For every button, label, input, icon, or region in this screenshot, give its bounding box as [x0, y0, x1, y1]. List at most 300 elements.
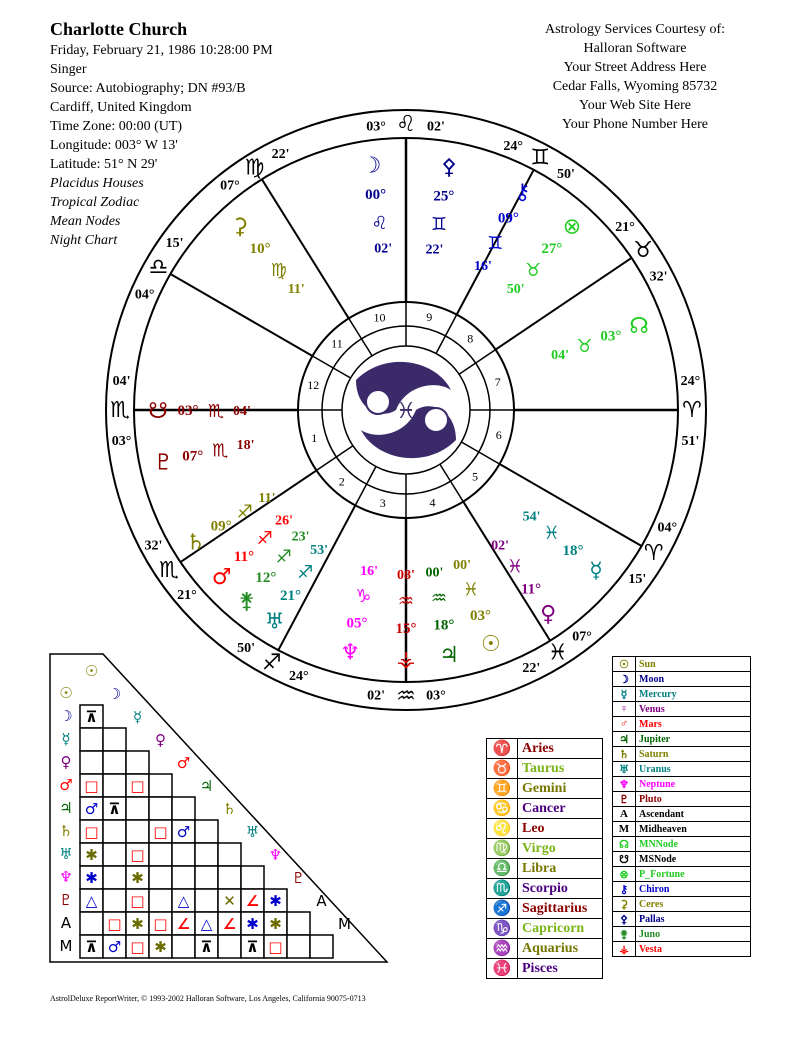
planet-degree: 11° — [233, 548, 255, 565]
legend-label: Moon — [636, 672, 751, 687]
planet-sign-icon: ♐ — [275, 546, 292, 568]
planet-sign-icon: ♏ — [212, 440, 229, 462]
cusp-degree: 21° — [615, 220, 635, 236]
house-number: 12 — [307, 378, 320, 393]
grid-cell — [149, 797, 172, 820]
legend-label: Gemini — [518, 779, 603, 799]
planet-legend-row — [613, 807, 751, 822]
grid-cell — [172, 935, 195, 958]
legend-icon: ♈ — [487, 739, 518, 759]
inner-cusp-line — [440, 464, 463, 501]
legend-label: Saturn — [636, 747, 751, 762]
planet-legend — [612, 656, 751, 957]
planet-legend-row — [613, 777, 751, 792]
planet-sign-icon: ♉ — [576, 336, 593, 358]
aspect-grid — [48, 652, 418, 982]
aspect-icon: ∠ — [176, 915, 191, 933]
legend-label: Ceres — [636, 897, 751, 912]
inner-cusp-line — [355, 467, 376, 506]
legend-label: Aquarius — [518, 939, 603, 959]
legend-icon: ☽ — [613, 672, 636, 687]
cusp-minute: 02' — [426, 119, 445, 135]
sign-legend-row — [487, 919, 603, 939]
planet-sign-icon: ♉ — [525, 259, 542, 281]
aspect-icon: □ — [130, 846, 145, 864]
planet-degree: 27° — [541, 240, 563, 257]
grid-row-planet-icon: ☿ — [61, 730, 71, 748]
legend-label: Sagittarius — [518, 899, 603, 919]
grid-cell — [195, 843, 218, 866]
aspect-icon: □ — [130, 892, 145, 910]
house-number: 4 — [429, 495, 436, 510]
legend-label: MNNode — [636, 837, 751, 852]
cusp-degree: 04° — [134, 287, 155, 303]
cusp-sign-icon: ♈ — [682, 398, 702, 423]
legend-icon: A — [613, 807, 636, 822]
aspect-icon: ✱ — [131, 869, 144, 887]
sign-legend-row — [487, 739, 603, 759]
aspect-icon: ⊼ — [85, 938, 98, 956]
inner-cusp-line — [436, 315, 457, 354]
legend-label: Leo — [518, 819, 603, 839]
grid-cell — [195, 866, 218, 889]
legend-icon: ♀ — [613, 702, 636, 717]
legend-icon: ♄ — [613, 747, 636, 762]
planet-icon: ⊗ — [562, 214, 582, 240]
planet-icon: ⚳ — [231, 214, 249, 240]
sign-legend-row — [487, 879, 603, 899]
planet-icon: ♄ — [185, 530, 206, 556]
grid-cell — [218, 935, 241, 958]
planet-icon: ☋ — [148, 399, 168, 424]
legend-label: Mercury — [636, 687, 751, 702]
grid-row-planet-icon: A — [60, 914, 72, 932]
grid-cell — [149, 866, 172, 889]
cusp-degree: 24° — [680, 374, 701, 390]
aspect-icon: □ — [107, 915, 122, 933]
cusp-degree: 03° — [426, 688, 446, 704]
planet-degree: 25° — [433, 188, 455, 205]
legend-label: Pisces — [518, 959, 603, 979]
sign-legend-row — [487, 959, 603, 979]
planet-sign-icon: ♑ — [355, 586, 372, 608]
legend-icon: ⚴ — [613, 912, 636, 927]
service-line: Cedar Falls, Wyoming 85732 — [552, 79, 718, 94]
cusp-sign-icon: ♒ — [396, 684, 416, 709]
cusp-minute: 32' — [649, 269, 668, 285]
grid-cell — [287, 935, 310, 958]
cusp-sign-icon: ♓ — [547, 640, 568, 666]
cusp-minute: 50' — [556, 166, 575, 182]
grid-cell — [103, 751, 126, 774]
cusp-minute: 50' — [237, 641, 256, 657]
legend-icon: ♒ — [487, 939, 518, 959]
planet-sign-icon: ♒ — [430, 588, 448, 610]
planet-placement — [362, 153, 393, 256]
grid-cell — [80, 912, 103, 935]
legend-label: Pallas — [636, 912, 751, 927]
planet-sign-icon: ♌ — [371, 212, 388, 234]
cusp-degree: 24° — [503, 138, 523, 154]
legend-label: Mars — [636, 717, 751, 732]
planet-sign-icon: ♊ — [430, 213, 448, 235]
planet-sign-icon: ♐ — [297, 562, 314, 584]
planet-minute: 23' — [291, 529, 310, 545]
cusp-degree: 03° — [111, 433, 132, 449]
cusp-degree: 04° — [657, 520, 678, 536]
planet-sign-icon: ♊ — [487, 233, 504, 255]
house-number: 2 — [338, 474, 345, 489]
aspect-icon: ✱ — [269, 892, 282, 910]
sign-legend-row — [487, 799, 603, 819]
cusp-minute: 15' — [165, 235, 184, 251]
grid-diagonal-planet-icon: ♃ — [199, 777, 214, 795]
cusp-degree: 21° — [177, 587, 197, 603]
aspect-icon: ✱ — [269, 915, 282, 933]
aspect-icon: ∠ — [245, 892, 260, 910]
house-number: 6 — [495, 427, 502, 442]
planet-legend-row — [613, 657, 751, 672]
planet-minute: 22' — [425, 242, 444, 258]
planet-degree: 09° — [210, 518, 232, 535]
aspect-icon: ⊼ — [108, 800, 121, 818]
header-setting: Placidus Houses — [50, 176, 144, 191]
planet-minute: 26' — [275, 513, 294, 529]
sign-legend-row — [487, 839, 603, 859]
aspect-icon: □ — [84, 777, 99, 795]
aspect-icon: ✱ — [246, 915, 259, 933]
cusp-minute: 22' — [522, 661, 541, 677]
header-setting: Tropical Zodiac — [50, 195, 140, 210]
aspect-icon: ⊼ — [246, 938, 259, 956]
legend-icon: ⚷ — [613, 882, 636, 897]
grid-cell — [103, 728, 126, 751]
legend-icon: ♂ — [613, 717, 636, 732]
aspect-icon: □ — [268, 938, 283, 956]
planet-icon: ♂ — [211, 564, 232, 590]
cusp-minute: 02' — [367, 688, 386, 704]
planet-legend-row — [613, 852, 751, 867]
copyright-footer: AstrolDeluxe ReportWriter, © 1993-2002 Halloran Software, Los Angeles, California 90075-0713 — [50, 994, 366, 1003]
grid-cell — [126, 820, 149, 843]
grid-cell — [149, 843, 172, 866]
legend-icon: ♐ — [487, 899, 518, 919]
grid-row-planet-icon: ♆ — [59, 868, 73, 886]
planet-placement — [453, 558, 501, 657]
planet-minute: 04' — [233, 404, 251, 419]
grid-diagonal-planet-icon: ♀ — [155, 731, 166, 749]
legend-icon: ♏ — [487, 879, 518, 899]
planet-minute: 08' — [397, 568, 415, 583]
grid-cell — [126, 797, 149, 820]
cusp-minute: 15' — [628, 572, 647, 588]
legend-label: MSNode — [636, 852, 751, 867]
grid-cell — [149, 889, 172, 912]
grid-cell — [172, 797, 195, 820]
grid-diagonal-planet-icon: ♇ — [291, 869, 306, 887]
house-number: 10 — [373, 310, 386, 325]
legend-icon: ♆ — [613, 777, 636, 792]
cusp-sign-icon: ♍ — [244, 155, 265, 181]
grid-cell — [103, 843, 126, 866]
planet-minute: 54' — [522, 509, 541, 525]
planet-degree: 15° — [395, 621, 417, 637]
cusp-minute: 04' — [112, 374, 131, 390]
legend-icon: ⊗ — [613, 867, 636, 882]
planet-legend-row — [613, 897, 751, 912]
planet-minute: 02' — [374, 241, 393, 257]
legend-label: Uranus — [636, 762, 751, 777]
planet-degree: 21° — [279, 587, 301, 604]
planet-legend-row — [613, 867, 751, 882]
planet-degree: 03° — [470, 607, 492, 624]
planet-minute: 04' — [551, 347, 570, 363]
aspect-icon: ⊼ — [200, 938, 213, 956]
planet-minute: 16' — [474, 259, 492, 275]
planet-legend-row — [613, 912, 751, 927]
header-line: Longitude: 003° W 13' — [50, 138, 178, 153]
house-number: 5 — [472, 469, 479, 484]
grid-diagonal-planet-icon: ☿ — [132, 708, 143, 726]
planet-legend-row — [613, 672, 751, 687]
legend-icon: M — [613, 822, 636, 837]
cusp-sign-icon: ♏ — [159, 557, 179, 583]
grid-row-planet-icon: ♇ — [59, 891, 73, 909]
planet-legend-row — [613, 747, 751, 762]
planet-sign-icon: ♍ — [270, 259, 287, 281]
aspect-icon: ∠ — [222, 915, 237, 933]
cusp-sign-icon: ♎ — [148, 255, 169, 280]
planet-degree: 07° — [182, 448, 204, 465]
planet-placement — [340, 564, 378, 666]
house-number: 9 — [426, 309, 433, 324]
grid-cell — [80, 751, 103, 774]
aspect-icon: ⊼ — [85, 708, 98, 726]
grid-row-planet-icon: ☽ — [59, 707, 73, 725]
planet-minute: 50' — [506, 282, 525, 298]
legend-label: Juno — [636, 927, 751, 942]
legend-icon: ⚳ — [613, 897, 636, 912]
legend-icon: ♓ — [487, 959, 518, 979]
grid-cell — [172, 843, 195, 866]
planet-sign-icon: ♏ — [207, 401, 225, 422]
grid-cell — [149, 774, 172, 797]
service-line: Your Phone Number Here — [562, 117, 708, 132]
planet-degree: 11° — [520, 581, 542, 598]
planet-placement — [426, 155, 458, 258]
planet-placement — [551, 314, 649, 363]
legend-label: Taurus — [518, 759, 603, 779]
planet-placement — [148, 399, 251, 424]
sign-legend-row — [487, 899, 603, 919]
planet-degree: 00° — [365, 187, 387, 204]
cusp-minute: 22' — [271, 146, 290, 162]
legend-icon: ☉ — [613, 657, 636, 672]
grid-cell — [218, 843, 241, 866]
house-number: 3 — [379, 496, 386, 511]
planet-minute: 11' — [258, 490, 276, 506]
cusp-sign-icon: ♊ — [530, 145, 551, 171]
house-number: 11 — [331, 336, 343, 351]
legend-icon: ♇ — [613, 792, 636, 807]
house-number: 8 — [467, 331, 474, 346]
planet-placement — [426, 566, 459, 669]
legend-label: Jupiter — [636, 732, 751, 747]
legend-icon: ♉ — [487, 759, 518, 779]
center-sign-icon: ♓ — [396, 399, 416, 424]
service-line: Astrology Services Courtesy of: — [544, 22, 726, 37]
planet-icon: ⚷ — [514, 180, 531, 206]
grid-cell — [103, 889, 126, 912]
legend-label: Aries — [518, 739, 603, 759]
planet-legend-row — [613, 927, 751, 942]
header-setting: Night Chart — [50, 233, 118, 248]
inner-cusp-line — [316, 446, 352, 471]
grid-cell — [287, 912, 310, 935]
grid-diagonal-planet-icon: A — [316, 892, 327, 910]
header-line: Cardiff, United Kingdom — [50, 100, 192, 115]
legend-label: Cancer — [518, 799, 603, 819]
planet-degree: 03° — [177, 403, 199, 419]
planet-legend-row — [613, 822, 751, 837]
planet-minute: 02' — [491, 538, 510, 554]
grid-cell — [241, 866, 264, 889]
cusp-degree: 03° — [366, 119, 386, 135]
house-number: 1 — [311, 431, 318, 446]
aspect-icon: ✱ — [85, 869, 98, 887]
cusp-degree: 07° — [220, 178, 240, 194]
planet-degree: 12° — [255, 569, 277, 586]
planet-legend-row — [613, 837, 751, 852]
grid-row-planet-icon: ♀ — [60, 753, 72, 771]
native-name: Charlotte Church — [50, 19, 188, 39]
aspect-icon: ✱ — [131, 915, 144, 933]
sign-legend-row — [487, 939, 603, 959]
grid-diagonal-planet-icon: ☉ — [84, 662, 99, 680]
legend-icon: ♃ — [613, 732, 636, 747]
planet-minute: 00' — [453, 558, 472, 574]
grid-row-planet-icon: ♂ — [59, 776, 73, 794]
planet-legend-row — [613, 717, 751, 732]
planet-icon: ⚵ — [238, 588, 255, 614]
header-line: Source: Autobiography; DN #93/B — [50, 81, 246, 96]
grid-diagonal-planet-icon: ♆ — [268, 846, 283, 864]
service-line: Halloran Software — [583, 41, 687, 56]
planet-sign-icon: ♓ — [543, 523, 560, 545]
planet-degree: 03° — [600, 328, 622, 345]
planet-icon: ♀ — [540, 602, 557, 628]
legend-icon: ☿ — [613, 687, 636, 702]
legend-label: Midheaven — [636, 822, 751, 837]
planet-sign-icon: ♓ — [506, 556, 524, 578]
legend-icon: ☋ — [613, 852, 636, 867]
planet-minute: 11' — [287, 282, 305, 298]
planet-degree: 05° — [346, 615, 368, 632]
planet-icon: ☿ — [589, 558, 603, 584]
aspect-icon: ♂ — [107, 938, 122, 956]
legend-icon: ♊ — [487, 779, 518, 799]
cusp-minute: 32' — [144, 538, 163, 554]
grid-diagonal-planet-icon: ♄ — [222, 800, 237, 818]
grid-row-planet-icon: ♅ — [59, 845, 73, 863]
legend-label: Pluto — [636, 792, 751, 807]
planet-placement — [232, 215, 305, 297]
legend-icon: ♑ — [487, 919, 518, 939]
legend-label: Venus — [636, 702, 751, 717]
grid-cell — [195, 820, 218, 843]
inner-cusp-line — [312, 356, 350, 378]
planet-icon: ♅ — [264, 609, 285, 635]
sign-legend-row — [487, 759, 603, 779]
grid-row-planet-icon: ☉ — [59, 684, 73, 702]
sign-legend-row — [487, 859, 603, 879]
grid-row-planet-icon: ♃ — [59, 799, 73, 817]
inner-cusp-line — [459, 350, 495, 375]
grid-cell — [172, 866, 195, 889]
legend-icon: ♅ — [613, 762, 636, 777]
grid-diagonal-planet-icon: M — [338, 915, 351, 933]
grid-row-planet-icon: ♄ — [59, 822, 73, 840]
legend-icon: ♌ — [487, 819, 518, 839]
planet-placement — [154, 438, 255, 475]
aspect-icon: □ — [153, 915, 168, 933]
aspect-icon: □ — [153, 823, 168, 841]
header-line: Singer — [50, 62, 87, 77]
aspect-icon: □ — [130, 938, 145, 956]
service-line: Your Web Site Here — [579, 98, 691, 113]
aspect-icon: ✱ — [154, 938, 167, 956]
planet-placement — [523, 509, 603, 583]
planet-degree: 18° — [433, 617, 455, 634]
header-setting: Mean Nodes — [50, 214, 121, 229]
legend-icon: ♍ — [487, 839, 518, 859]
legend-icon: ♋ — [487, 799, 518, 819]
planet-icon: ♃ — [439, 643, 459, 669]
aspect-icon: □ — [130, 777, 145, 795]
planet-legend-row — [613, 732, 751, 747]
house-number: 7 — [494, 374, 501, 389]
sign-legend-row — [487, 819, 603, 839]
planet-minute: 16' — [360, 563, 379, 579]
legend-label: Sun — [636, 657, 751, 672]
planet-legend-row — [613, 942, 751, 957]
planet-placement — [507, 215, 581, 297]
legend-icon: ☊ — [613, 837, 636, 852]
legend-label: Scorpio — [518, 879, 603, 899]
legend-label: Vesta — [636, 942, 751, 957]
planet-icon: ☽ — [361, 153, 382, 179]
cusp-sign-icon: ♉ — [633, 238, 653, 264]
sign-legend — [486, 738, 603, 979]
grid-cell — [126, 751, 149, 774]
inner-cusp-line — [461, 442, 499, 464]
header-line: Friday, February 21, 1986 10:28:00 PM — [50, 43, 273, 58]
aspect-icon: ♂ — [176, 823, 191, 841]
aspect-icon: △ — [177, 892, 190, 910]
grid-cell — [80, 728, 103, 751]
planet-icon: ⚴ — [441, 154, 458, 180]
cusp-sign-icon: ♐ — [261, 650, 282, 676]
grid-cell — [310, 935, 333, 958]
aspect-icon: ♂ — [84, 800, 99, 818]
planet-minute: 53' — [310, 543, 329, 559]
grid-cell — [195, 889, 218, 912]
planet-legend-row — [613, 702, 751, 717]
grid-row-planet-icon: M — [59, 937, 73, 955]
planet-icon: ☊ — [629, 314, 649, 340]
planet-degree: 10° — [249, 240, 271, 257]
cusp-sign-icon: ♈ — [643, 541, 664, 566]
